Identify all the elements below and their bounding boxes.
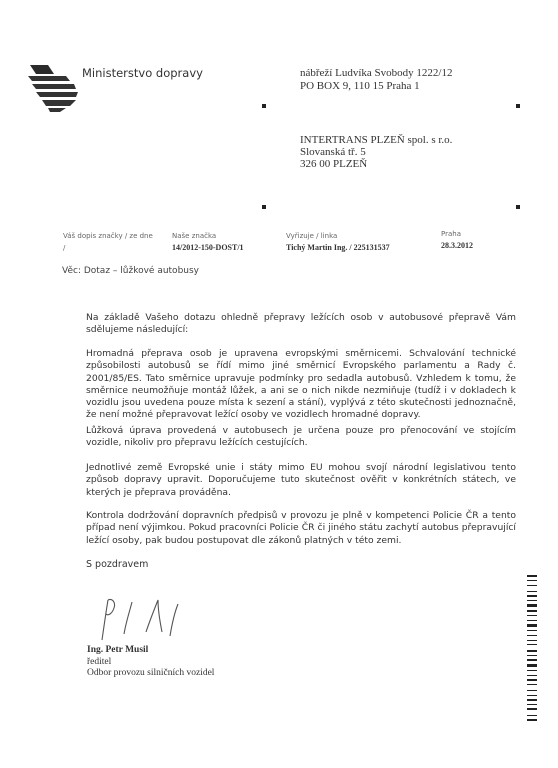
- barcode-bar: [527, 650, 537, 652]
- body-paragraph-1: Na základě Vašeho dotazu ohledně přepravy ležících osob v autobusové přepravě Vám sdělujeme následující:: [86, 312, 516, 336]
- barcode-bar: [527, 624, 537, 627]
- recipient-line-3: 326 00 PLZEŇ: [300, 158, 368, 170]
- barcode-bar: [527, 699, 537, 701]
- body-paragraph-3: Lůžková úprava provedená v autobusech je určena pouze pro přenocování ve stojícím vozidle, nikoliv pro přepravu ležících cestujících.: [86, 425, 516, 449]
- barcode-bar: [527, 600, 537, 601]
- body-paragraph-5: Kontrola dodržování dopravních předpisů v provozu je plně v kompetenci Policie ČR a tento případ není výjimkou. Pokud pracovníci Policie ČR či jiného státu zachytí autobus přepravující ležící osoby, pak budou postupovat dle zákonů platných v této zemi.: [86, 510, 516, 546]
- our-ref-label: Naše značka: [172, 232, 217, 240]
- closing: S pozdravem: [86, 559, 149, 570]
- subject-line: Věc: Dotaz – lůžkové autobusy: [62, 266, 199, 276]
- barcode-bar: [527, 704, 537, 705]
- barcode-bar: [527, 675, 537, 676]
- place-label: Praha: [441, 230, 461, 238]
- barcode-bar: [527, 604, 537, 607]
- barcode-bar: [527, 580, 537, 581]
- date-value: 28.3.2012: [441, 241, 473, 250]
- handled-by-label: Vyřizuje / linka: [286, 232, 338, 240]
- barcode-bar: [527, 655, 537, 656]
- barcode-bar: [527, 708, 537, 710]
- barcode-bar: [527, 644, 537, 645]
- barcode-bar: [527, 585, 537, 586]
- recipient-line-2: Slovanská tř. 5: [300, 146, 366, 158]
- our-ref-value: 14/2012-150-DOST/1: [172, 243, 244, 252]
- barcode-bar: [527, 575, 537, 577]
- body-paragraph-4: Jednotlivé země Evropské unie i státy mimo EU mohou svojí národní legislativou tento způsob dopravy upravit. Doporučujeme tuto skutečnost ověřit v konkrétních státech, ve kterých je přeprava prováděna.: [86, 462, 516, 498]
- fold-mark: [262, 104, 266, 108]
- fold-mark: [516, 104, 520, 108]
- barcode-bar: [527, 640, 537, 641]
- signatory-department: Odbor provozu silničních vozidel: [87, 668, 215, 678]
- barcode-bar: [527, 679, 537, 681]
- fold-mark: [262, 205, 266, 209]
- your-ref-label: Váš dopis značky / ze dne: [63, 232, 153, 240]
- sender-address-line-2: PO BOX 9, 110 15 Praha 1: [300, 80, 420, 92]
- barcode-bar: [527, 719, 537, 721]
- barcode-bar: [527, 635, 537, 636]
- barcode-bar: [527, 595, 537, 597]
- barcode-bar: [527, 695, 537, 696]
- ministry-logo-icon: [26, 62, 80, 114]
- barcode-bar: [527, 664, 537, 667]
- handled-by-value: Tichý Martin Ing. / 225131537: [286, 243, 390, 252]
- barcode-bar: [527, 684, 537, 685]
- barcode-bar: [527, 690, 537, 691]
- barcode-bar: [527, 620, 537, 621]
- sender-address-line-1: nábřeží Ludvíka Svobody 1222/12: [300, 67, 453, 79]
- barcode-bar: [527, 610, 537, 612]
- document-barcode: [527, 575, 537, 745]
- barcode-bar: [527, 630, 537, 631]
- signatory-title: ředitel: [87, 657, 112, 667]
- signatory-name: Ing. Petr Musil: [87, 645, 149, 655]
- barcode-bar: [527, 670, 537, 671]
- fold-mark: [516, 205, 520, 209]
- your-ref-value: /: [63, 244, 66, 252]
- barcode-bar: [527, 659, 537, 661]
- handwritten-signature: [88, 588, 198, 646]
- recipient-line-1: INTERTRANS PLZEŇ spol. s r.o.: [300, 134, 453, 146]
- barcode-bar: [527, 715, 537, 716]
- body-paragraph-2: Hromadná přeprava osob je upravena evropskými směrnicemi. Schvalování technické způsobilosti autobusů se řídí mimo jiné směrnicí Evropského parlamentu a Rady č. 2001/85/ES. Tato směrnice upravuje podmínky pro sedadla autobusů. Vzhledem k tomu, že směrnice neumožňuje montáž lůžek, a ani se o nich nikde nezmiňuje (tudíž i v dokladech k vozidlu jsou uvedena pouze místa k sezení a stání), vyplývá z této skutečnosti jednoznačně, že není možné přepravovat ležící osoby ve vozidlech hromadné dopravy.: [86, 348, 516, 421]
- barcode-bar: [527, 591, 537, 592]
- barcode-bar: [527, 615, 537, 616]
- ministry-name: Ministerstvo dopravy: [82, 66, 203, 80]
